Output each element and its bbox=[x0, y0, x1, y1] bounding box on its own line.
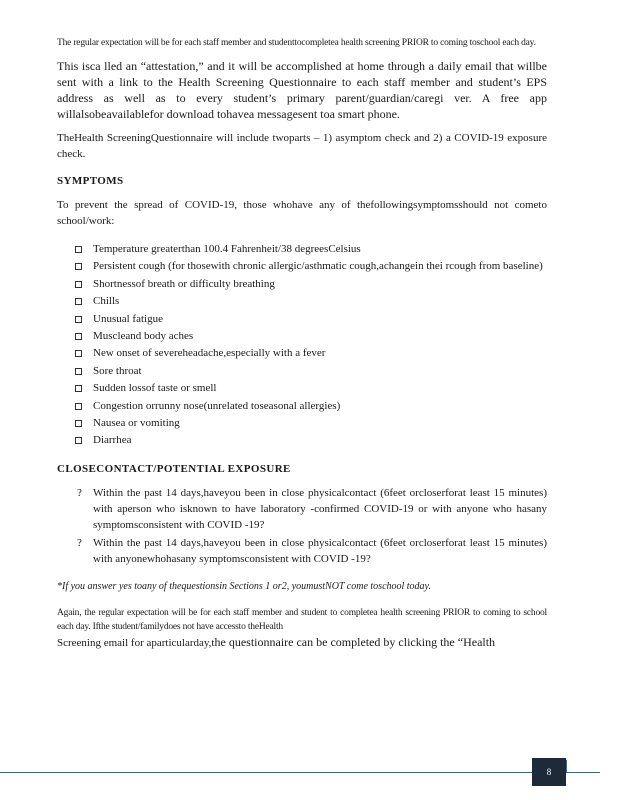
list-item: Muscleand body aches bbox=[75, 328, 547, 345]
checkbox-icon bbox=[75, 281, 82, 288]
question-marker: ? bbox=[77, 536, 82, 549]
list-item: ? Within the past 14 days,haveyou been in close physicalcontact (6feet orcloserforat least 15 minutes) with aperson who isknown to have laboratory -confirmed COVID-19 or with anyone who hasany symptomsconsistent with COVID -19? bbox=[77, 486, 547, 531]
exposure-heading: CLOSECONTACT/POTENTIAL EXPOSURE bbox=[57, 462, 291, 475]
list-item: Chills bbox=[75, 293, 547, 310]
checkbox-icon bbox=[75, 333, 82, 340]
checkbox-icon bbox=[75, 420, 82, 427]
list-item: New onset of severeheadache,especially with a fever bbox=[75, 345, 547, 362]
attestation-paragraph: This isca lled an “attestation,” and it will be accomplished at home through a daily email that willbe sent with a link to the Health Screening Questionnaire to each staff member and student’s EPS address as well as to every student’s primary parent/guardian/caregi ver. A free app willalsobeavailablefor download tohavea messagesent toa smart phone. bbox=[57, 59, 547, 121]
list-item: Sore throat bbox=[75, 363, 547, 380]
list-item: Persistent cough (for thosewith chronic allergic/asthmatic cough,achangein thei rcough from baseline) bbox=[75, 258, 547, 275]
closing-continuation: Screening email for aparticularday,the questionnaire can be completed by clicking the “Health bbox=[57, 634, 496, 649]
list-item: ? Within the past 14 days,haveyou been in close physicalcontact (6feet orcloserforat least 15 minutes) with anyonewhohasany symptomsconsistent with COVID -19? bbox=[77, 536, 547, 565]
list-item: Diarrhea bbox=[75, 432, 547, 449]
symptoms-intro: To prevent the spread of COVID-19, those whohave any of thefollowingsymptomsshould not cometo school/work: bbox=[57, 199, 547, 227]
symptoms-heading: SYMPTOMS bbox=[57, 175, 124, 187]
list-item: Unusual fatigue bbox=[75, 311, 547, 328]
list-item: Temperature greaterthan 100.4 Fahrenheit/38 degreesCelsius bbox=[75, 241, 547, 258]
list-item: Nausea or vomiting bbox=[75, 415, 547, 432]
checkbox-icon bbox=[75, 298, 82, 305]
checkbox-icon bbox=[75, 316, 82, 323]
answer-note: *If you answer yes toany of thequestionsin Sections 1 or2, youmustNOT come toschool today. bbox=[57, 580, 431, 592]
page-number: 8 bbox=[532, 758, 566, 786]
checkbox-icon bbox=[75, 350, 82, 357]
questionnaire-paragraph: TheHealth ScreeningQuestionnaire will include twoparts – 1) asymptom check and 2) a COVID-19 exposure check. bbox=[57, 132, 547, 160]
exposure-questions bbox=[57, 485, 547, 567]
footer-accent bbox=[566, 760, 581, 773]
checkbox-icon bbox=[75, 263, 82, 270]
checkbox-icon bbox=[75, 385, 82, 392]
question-marker: ? bbox=[77, 486, 82, 499]
checkbox-icon bbox=[75, 246, 82, 253]
list-item: Sudden lossof taste or smell bbox=[75, 380, 547, 397]
symptoms-list bbox=[57, 241, 547, 450]
page-content bbox=[57, 36, 547, 651]
list-item: Congestion orrunny nose(unrelated toseasonal allergies) bbox=[75, 398, 547, 415]
footer-rule bbox=[0, 772, 600, 773]
checkbox-icon bbox=[75, 403, 82, 410]
intro-paragraph: The regular expectation will be for each staff member and studenttocompletea health screening PRIOR to coming toschool each day. bbox=[57, 38, 536, 48]
closing-paragraph: Again, the regular expectation will be for each staff member and student to completea health screening PRIOR to coming to school each day. Ifthe student/familydoes not have accessto theHealth bbox=[57, 607, 547, 632]
checkbox-icon bbox=[75, 368, 82, 375]
list-item: Shortnessof breath or difficulty breathing bbox=[75, 276, 547, 293]
checkbox-icon bbox=[75, 437, 82, 444]
